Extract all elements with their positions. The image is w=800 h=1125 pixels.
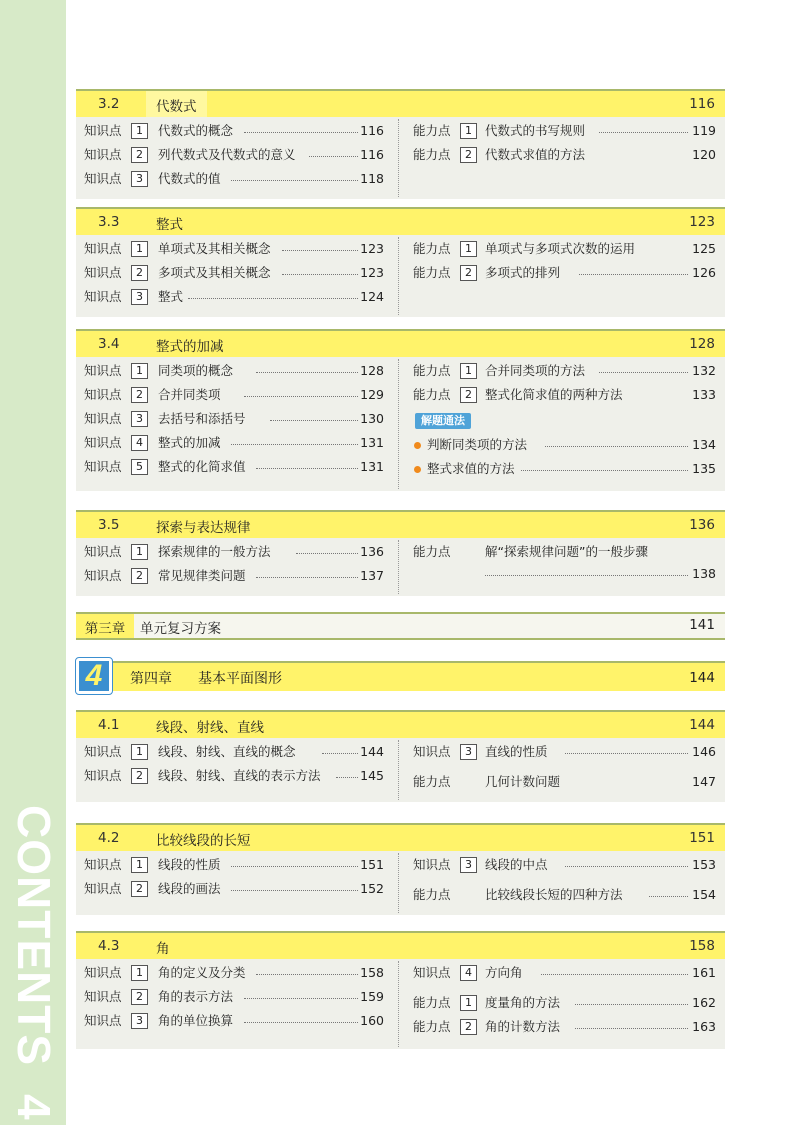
method-badge: 解题通法 xyxy=(415,413,471,429)
entry-index: 4 xyxy=(131,435,148,451)
entry-kind: 知识点 xyxy=(84,289,122,304)
section-number: 3.4 xyxy=(98,336,120,352)
dot-leader xyxy=(256,577,358,578)
section-header xyxy=(76,510,725,538)
entry-title: 角的单位换算 xyxy=(158,1013,234,1028)
entry-kind: 知识点 xyxy=(84,881,122,896)
entry-title: 常见规律类问题 xyxy=(158,568,246,583)
entry-page: 161 xyxy=(692,965,716,980)
dot-leader xyxy=(575,1004,688,1005)
entry-title: 判断同类项的方法 xyxy=(427,437,528,452)
entry-page: 123 xyxy=(360,265,384,280)
entry-kind: 能力点 xyxy=(413,544,451,559)
entry-page: 158 xyxy=(360,965,384,980)
entry-page: 163 xyxy=(692,1019,716,1034)
dot-leader xyxy=(322,753,358,754)
section-header xyxy=(76,329,725,357)
entry-page: 152 xyxy=(360,881,384,896)
entry-kind: 知识点 xyxy=(413,744,451,759)
dot-leader xyxy=(256,468,358,469)
entry-kind: 知识点 xyxy=(84,965,122,980)
dot-leader xyxy=(599,132,688,133)
section-header xyxy=(76,89,725,117)
entry-kind: 知识点 xyxy=(84,147,122,162)
toc-entry[interactable] xyxy=(76,261,388,285)
section-title[interactable]: 整式的加减 xyxy=(156,339,224,355)
dot-leader xyxy=(545,446,688,447)
entry-title: 直线的性质 xyxy=(485,744,548,759)
dot-leader xyxy=(541,974,688,975)
entry-title: 代数式求值的方法 xyxy=(485,147,586,162)
entry-title: 角的表示方法 xyxy=(158,989,234,1004)
entry-title: 线段、射线、直线的概念 xyxy=(158,744,296,759)
entry-index: 1 xyxy=(460,123,477,139)
dot-leader xyxy=(244,998,358,999)
entry-index: 1 xyxy=(131,544,148,560)
entry-index: 1 xyxy=(131,123,148,139)
entry-kind: 能力点 xyxy=(413,147,451,162)
entry-index: 3 xyxy=(131,1013,148,1029)
chapter-bar xyxy=(96,661,725,691)
toc-entry[interactable] xyxy=(399,961,725,985)
right-column xyxy=(398,237,725,315)
section-page: 158 xyxy=(689,938,715,954)
entry-kind: 知识点 xyxy=(413,857,451,872)
entry-page: 118 xyxy=(360,171,384,186)
entry-page: 119 xyxy=(692,123,716,138)
section-page: 116 xyxy=(689,96,715,112)
section-header xyxy=(76,931,725,959)
entry-title: 角的定义及分类 xyxy=(158,965,246,980)
entry-title: 代数式的值 xyxy=(158,171,221,186)
section-header xyxy=(76,710,725,738)
section-page: 144 xyxy=(689,717,715,733)
toc-entry[interactable] xyxy=(399,853,725,877)
section-number: 3.3 xyxy=(98,214,120,230)
left-column xyxy=(76,359,388,489)
entry-page: 128 xyxy=(360,363,384,378)
section-title[interactable]: 线段、射线、直线 xyxy=(156,720,264,736)
section-page: 128 xyxy=(689,336,715,352)
toc-entry[interactable] xyxy=(76,540,388,564)
entry-kind: 知识点 xyxy=(84,171,122,186)
toc-entry[interactable] xyxy=(399,1015,725,1039)
entry-title: 整式 xyxy=(158,289,184,304)
entry-title: 整式求值的方法 xyxy=(427,461,515,476)
right-column xyxy=(398,540,725,594)
toc-entry[interactable] xyxy=(76,455,388,479)
entry-kind: 能力点 xyxy=(413,241,451,256)
toc-entry[interactable] xyxy=(76,383,388,407)
entry-page: 151 xyxy=(360,857,384,872)
entry-kind: 知识点 xyxy=(84,435,122,450)
toc-entry[interactable] xyxy=(76,764,388,788)
entry-index: 2 xyxy=(460,387,477,403)
dot-leader xyxy=(231,180,358,181)
section-body xyxy=(76,851,725,915)
entry-kind: 能力点 xyxy=(413,265,451,280)
entry-title: 线段的性质 xyxy=(158,857,221,872)
dot-leader xyxy=(282,274,358,275)
section-title[interactable]: 比较线段的长短 xyxy=(156,833,251,849)
entry-page: 147 xyxy=(692,774,716,789)
section-page: 123 xyxy=(689,214,715,230)
entry-kind: 知识点 xyxy=(84,989,122,1004)
bullet-icon xyxy=(414,442,421,449)
entry-page: 144 xyxy=(360,744,384,759)
toc-entry[interactable] xyxy=(76,961,388,985)
entry-title: 探索规律的一般方法 xyxy=(158,544,271,559)
entry-title: 多项式的排列 xyxy=(485,265,561,280)
entry-page: 162 xyxy=(692,995,716,1010)
entry-title: 合并同类项的方法 xyxy=(485,363,586,378)
entry-kind: 知识点 xyxy=(413,965,451,980)
section-title[interactable]: 整式 xyxy=(156,217,183,233)
entry-title: 解“探索规律问题”的一般步骤 xyxy=(485,544,648,559)
section-3-2 xyxy=(76,89,725,199)
toc-entry[interactable] xyxy=(76,431,388,455)
entry-page: 132 xyxy=(692,363,716,378)
left-column xyxy=(76,540,388,594)
chapter-number-icon: 4 xyxy=(76,658,112,694)
entry-page: 125 xyxy=(692,241,716,256)
entry-title: 代数式的概念 xyxy=(158,123,234,138)
right-column xyxy=(398,961,725,1047)
entry-index: 3 xyxy=(460,744,477,760)
toc-entry[interactable] xyxy=(399,883,725,907)
section-body xyxy=(76,959,725,1049)
entry-index: 2 xyxy=(131,881,148,897)
dot-leader xyxy=(282,250,358,251)
section-3-4 xyxy=(76,329,725,491)
entry-page: 159 xyxy=(360,989,384,1004)
dot-leader xyxy=(244,132,358,133)
dot-leader xyxy=(336,777,358,778)
section-header xyxy=(76,207,725,235)
entry-page: 138 xyxy=(692,566,716,581)
dot-leader xyxy=(188,298,358,299)
entry-kind: 能力点 xyxy=(413,363,451,378)
right-column xyxy=(398,359,725,489)
entry-kind: 能力点 xyxy=(413,123,451,138)
entry-index: 2 xyxy=(131,989,148,1005)
left-column xyxy=(76,119,388,197)
section-page: 151 xyxy=(689,830,715,846)
dot-leader xyxy=(599,372,688,373)
entry-page: 131 xyxy=(360,459,384,474)
toc-entry[interactable] xyxy=(76,853,388,877)
entry-index: 3 xyxy=(131,411,148,427)
right-column xyxy=(398,119,725,197)
entry-index: 1 xyxy=(131,363,148,379)
entry-index: 2 xyxy=(131,265,148,281)
entry-index: 1 xyxy=(131,965,148,981)
entry-title: 整式化简求值的两种方法 xyxy=(485,387,623,402)
left-column xyxy=(76,237,388,315)
entry-index: 3 xyxy=(131,171,148,187)
section-title[interactable]: 角 xyxy=(156,941,170,957)
entry-title: 同类项的概念 xyxy=(158,363,234,378)
toc-entry[interactable] xyxy=(399,457,725,481)
entry-title: 线段的中点 xyxy=(485,857,548,872)
dot-leader xyxy=(244,396,358,397)
chapter-review-row[interactable] xyxy=(76,612,725,640)
section-3-5 xyxy=(76,510,725,596)
entry-index: 4 xyxy=(460,965,477,981)
entry-page: 130 xyxy=(360,411,384,426)
section-4-3 xyxy=(76,931,725,1049)
toc-entry[interactable] xyxy=(399,237,725,261)
section-3-3 xyxy=(76,207,725,317)
chapter-label: 第四章 xyxy=(130,671,172,687)
entry-page: 129 xyxy=(360,387,384,402)
section-number: 4.3 xyxy=(98,938,120,954)
entry-page: 137 xyxy=(360,568,384,583)
entry-kind: 知识点 xyxy=(84,241,122,256)
left-column xyxy=(76,961,388,1047)
entry-page: 134 xyxy=(692,437,716,452)
left-column xyxy=(76,740,388,800)
chapter-4-header[interactable] xyxy=(76,658,725,696)
section-title[interactable]: 代数式 xyxy=(146,91,207,117)
entry-kind: 知识点 xyxy=(84,857,122,872)
toc-entry[interactable] xyxy=(399,383,725,407)
entry-index: 1 xyxy=(460,995,477,1011)
entry-title: 整式的加减 xyxy=(158,435,221,450)
entry-page: 133 xyxy=(692,387,716,402)
toc-entry[interactable] xyxy=(76,985,388,1009)
toc-entry[interactable] xyxy=(399,540,725,564)
entry-page: 120 xyxy=(692,147,716,162)
section-4-1 xyxy=(76,710,725,802)
entry-kind: 知识点 xyxy=(84,768,122,783)
dot-leader xyxy=(231,890,358,891)
section-4-2 xyxy=(76,823,725,915)
entry-page: 154 xyxy=(692,887,716,902)
toc-entry[interactable] xyxy=(399,261,725,285)
entry-index: 1 xyxy=(460,241,477,257)
entry-title: 代数式的书写规则 xyxy=(485,123,586,138)
toc-entry[interactable] xyxy=(76,119,388,143)
entry-title: 单项式及其相关概念 xyxy=(158,241,271,256)
entry-index: 2 xyxy=(460,265,477,281)
entry-page: 124 xyxy=(360,289,384,304)
entry-kind: 能力点 xyxy=(413,774,451,789)
entry-kind: 能力点 xyxy=(413,887,451,902)
entry-index: 1 xyxy=(131,744,148,760)
entry-kind: 知识点 xyxy=(84,568,122,583)
section-body xyxy=(76,235,725,317)
toc-entry-continued[interactable] xyxy=(399,562,725,586)
toc-entry[interactable] xyxy=(399,770,725,794)
section-number: 3.5 xyxy=(98,517,120,533)
dot-leader xyxy=(565,753,688,754)
right-column xyxy=(398,740,725,800)
entry-index: 3 xyxy=(131,289,148,305)
entry-index: 1 xyxy=(131,857,148,873)
entry-index: 2 xyxy=(460,1019,477,1035)
dot-leader xyxy=(565,866,688,867)
toc-entry[interactable] xyxy=(76,167,388,191)
dot-leader xyxy=(256,974,358,975)
entry-index: 5 xyxy=(131,459,148,475)
toc-entry[interactable] xyxy=(399,740,725,764)
entry-title: 角的计数方法 xyxy=(485,1019,561,1034)
side-band xyxy=(0,0,66,1125)
entry-page: 136 xyxy=(360,544,384,559)
entry-title: 度量角的方法 xyxy=(485,995,561,1010)
dot-leader xyxy=(244,1022,358,1023)
dot-leader xyxy=(309,156,358,157)
entry-title: 方向角 xyxy=(485,965,523,980)
section-header xyxy=(76,823,725,851)
entry-index: 2 xyxy=(131,568,148,584)
dot-leader xyxy=(296,553,358,554)
entry-index: 2 xyxy=(131,768,148,784)
entry-kind: 知识点 xyxy=(84,459,122,474)
right-column xyxy=(398,853,725,913)
entry-page: 145 xyxy=(360,768,384,783)
entry-title: 列代数式及代数式的意义 xyxy=(158,147,296,162)
entry-index: 2 xyxy=(460,147,477,163)
section-number: 3.2 xyxy=(98,96,120,112)
entry-title: 线段的画法 xyxy=(158,881,221,896)
section-page: 136 xyxy=(689,517,715,533)
entry-kind: 能力点 xyxy=(413,1019,451,1034)
toc-entry[interactable] xyxy=(76,1009,388,1033)
toc-entry[interactable] xyxy=(399,119,725,143)
entry-title: 整式的化简求值 xyxy=(158,459,246,474)
entry-page: 126 xyxy=(692,265,716,280)
entry-kind: 知识点 xyxy=(84,387,122,402)
section-body xyxy=(76,357,725,491)
left-column xyxy=(76,853,388,913)
entry-title: 线段、射线、直线的表示方法 xyxy=(158,768,321,783)
entry-page: 153 xyxy=(692,857,716,872)
entry-title: 比较线段长短的四种方法 xyxy=(485,887,623,902)
entry-kind: 知识点 xyxy=(84,744,122,759)
entry-kind: 知识点 xyxy=(84,411,122,426)
toc-entry[interactable] xyxy=(399,433,725,457)
dot-leader xyxy=(575,1028,688,1029)
dot-leader xyxy=(231,866,358,867)
entry-kind: 知识点 xyxy=(84,265,122,280)
section-title[interactable]: 探索与表达规律 xyxy=(156,520,251,536)
entry-kind: 知识点 xyxy=(84,363,122,378)
entry-kind: 能力点 xyxy=(413,387,451,402)
toc-entry[interactable] xyxy=(76,285,388,309)
toc-entry[interactable] xyxy=(76,877,388,901)
dot-leader xyxy=(649,896,688,897)
entry-page: 116 xyxy=(360,147,384,162)
chapter-label: 第三章 xyxy=(76,614,134,638)
dot-leader xyxy=(579,274,688,275)
section-body xyxy=(76,738,725,802)
section-number: 4.1 xyxy=(98,717,120,733)
entry-index: 2 xyxy=(131,387,148,403)
entry-title: 多项式及其相关概念 xyxy=(158,265,271,280)
entry-page: 116 xyxy=(360,123,384,138)
entry-kind: 能力点 xyxy=(413,995,451,1010)
toc-entry[interactable] xyxy=(399,143,725,167)
entry-title: 合并同类项 xyxy=(158,387,221,402)
dot-leader xyxy=(521,470,688,471)
review-title: 单元复习方案 xyxy=(140,621,221,637)
dot-leader xyxy=(256,372,358,373)
entry-page: 160 xyxy=(360,1013,384,1028)
side-contents-label xyxy=(8,805,60,1121)
section-number: 4.2 xyxy=(98,830,120,846)
dot-leader xyxy=(270,420,358,421)
entry-kind: 知识点 xyxy=(84,123,122,138)
toc-entry[interactable] xyxy=(76,407,388,431)
dot-leader xyxy=(485,575,688,576)
section-body xyxy=(76,538,725,596)
toc-entry[interactable] xyxy=(76,359,388,383)
section-body xyxy=(76,117,725,199)
entry-title: 去括号和添括号 xyxy=(158,411,246,426)
entry-page: 131 xyxy=(360,435,384,450)
toc-entry[interactable] xyxy=(76,564,388,588)
toc-entry[interactable] xyxy=(399,359,725,383)
entry-title: 几何计数问题 xyxy=(485,774,561,789)
dot-leader xyxy=(231,444,358,445)
review-page: 141 xyxy=(689,617,715,633)
page-number: 4 xyxy=(8,1093,60,1121)
bullet-icon xyxy=(414,466,421,473)
chapter-title: 基本平面图形 xyxy=(198,671,282,687)
entry-index: 1 xyxy=(460,363,477,379)
entry-page: 135 xyxy=(692,461,716,476)
chapter-page: 144 xyxy=(689,670,715,686)
entry-kind: 知识点 xyxy=(84,544,122,559)
entry-index: 2 xyxy=(131,147,148,163)
toc-entry[interactable] xyxy=(399,991,725,1015)
entry-title: 单项式与多项式次数的运用 xyxy=(485,241,636,256)
toc-entry[interactable] xyxy=(76,740,388,764)
toc-entry[interactable] xyxy=(76,237,388,261)
entry-page: 123 xyxy=(360,241,384,256)
entry-page: 146 xyxy=(692,744,716,759)
entry-index: 3 xyxy=(460,857,477,873)
entry-kind: 知识点 xyxy=(84,1013,122,1028)
toc-entry[interactable] xyxy=(76,143,388,167)
contents-word: CONTENTS xyxy=(8,805,60,1066)
entry-index: 1 xyxy=(131,241,148,257)
